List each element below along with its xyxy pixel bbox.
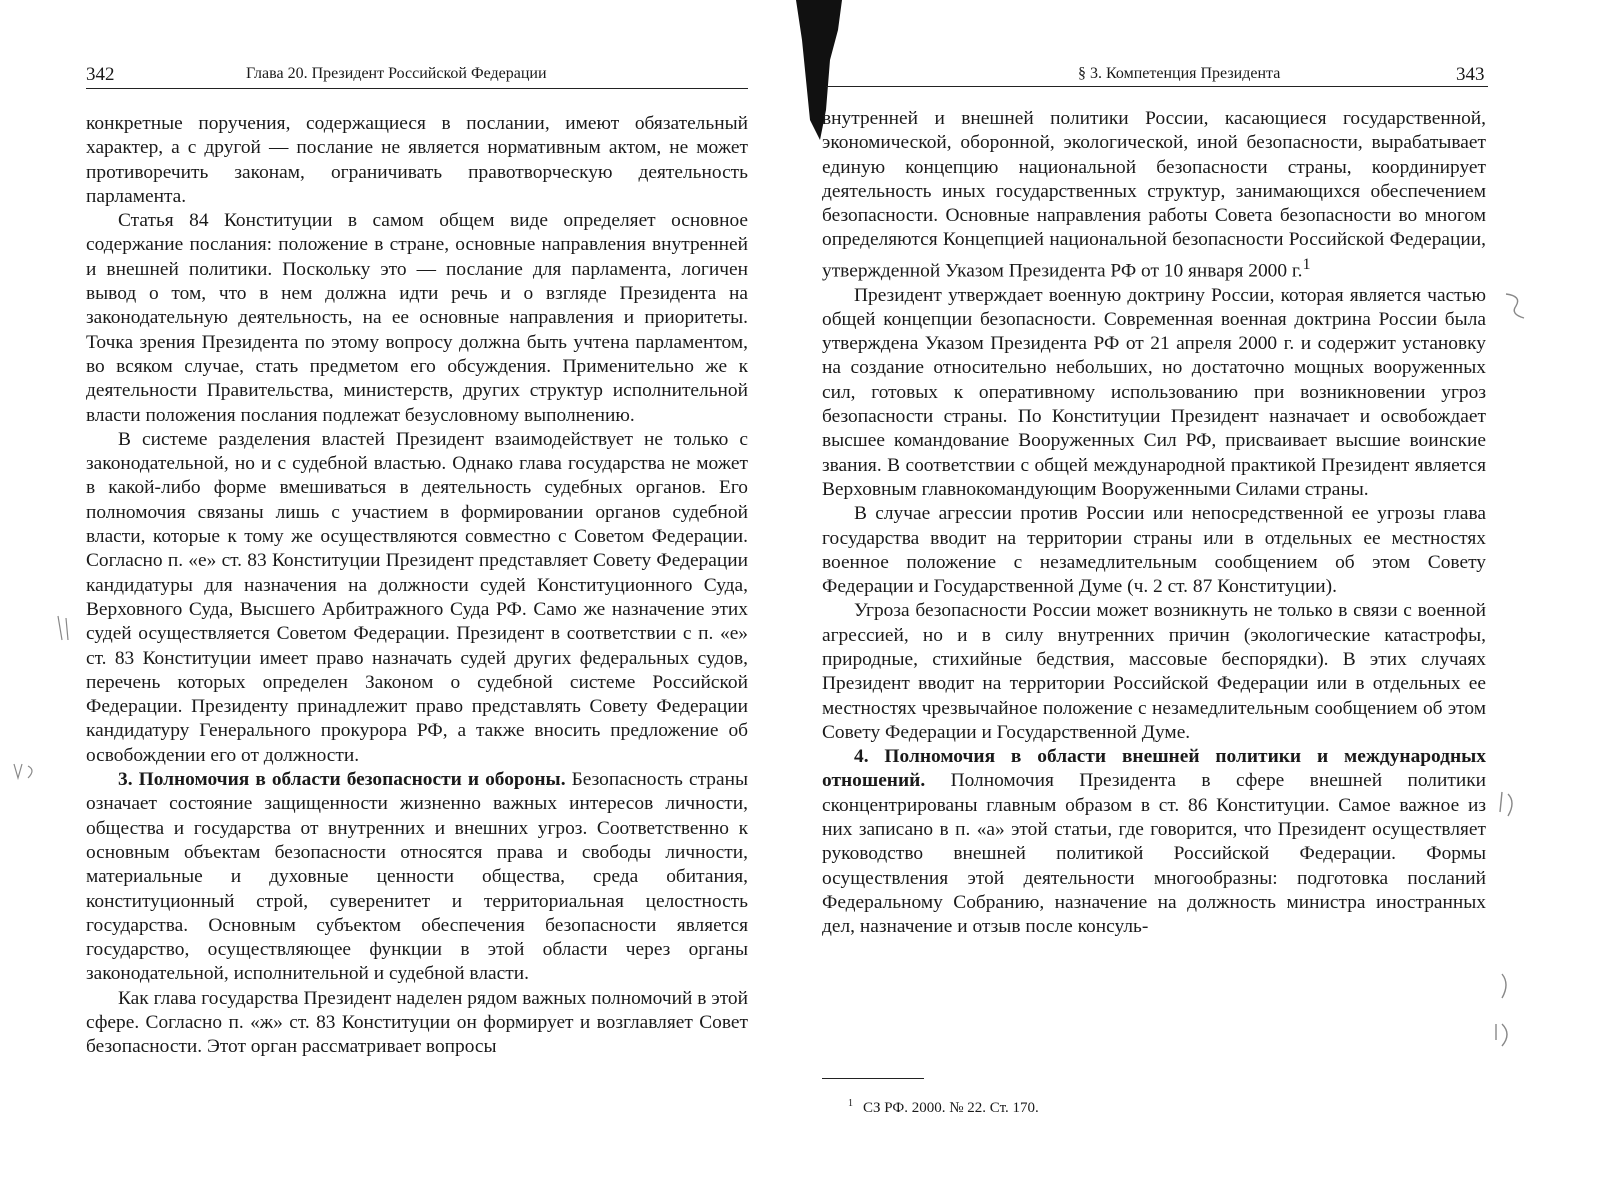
section-3-heading: 3. Полномочия в области безопасности и обороны. [118,769,566,791]
footnote-text: СЗ РФ. 2000. № 22. Ст. 170. [863,1100,1039,1116]
pencil-mark-icon [1500,290,1530,324]
page-number-right: 343 [1456,64,1485,85]
section-4-text: Полномочия Президента в сфере внешней политики сконцентрированы главным образом в ст. 86 Конституции. Самое важное из них записано в п. «а» этой статьи, где говорится, что Президент осуществляет руководство внешней политикой Российской Федерации. Формы осуществления этой деятельности многообразны: подготовка посланий Федеральному Собранию, назначение на должность министра иностранных дел, назначение и отзыв после консуль- [822,770,1486,938]
right-page [800,0,1600,1179]
paragraph [822,107,1486,284]
running-head-left: Глава 20. Президент Российской Федерации [246,65,547,82]
section-4-paragraph [822,745,1486,939]
left-body-text [86,112,748,1060]
running-head-right: § 3. Компетенция Президента [1078,65,1281,82]
header-rule-left [86,88,748,89]
paragraph: Как глава государства Президент наделен рядом важных полномочий в этой сфере. Согласно п. «ж» ст. 83 Конституции он формирует и возглавляет Совет безопасности. Этот орган рассматривает вопросы [86,987,748,1058]
footnote-ref: 1 [1302,255,1311,273]
pencil-mark-icon [1494,970,1520,1004]
right-body-text [822,107,1486,940]
paragraph: Угроза безопасности России может возникнуть не только в связи с военной агрессией, но и в силу внутренних причин (экологические катастрофы, природные, стихийные бедствия, массовые беспорядки). В этих случаях Президент вводит на территории Российской Федерации или в отдельных ее местностях чрезвычайное положение с незамедлительным сообщением об этом Совету Федерации и Государственной Думе. [822,600,1486,743]
footnote-mark: 1 [848,1098,853,1109]
section-3-paragraph [86,768,748,987]
header-rule-right [826,86,1488,87]
section-4-heading: 4. Полномочия в области внешней политики и международных отношений. [822,746,1486,792]
pencil-mark-icon [1490,1018,1520,1052]
paragraph: В случае агрессии против России или непосредственной ее угрозы глава государства вводит на территории страны или в отдельных ее местностях военное положение с незамедлительным сообщением об этом Совету Федерации и Государственной Думе (ч. 2 ст. 87 Конституции). [822,503,1486,598]
left-header [86,60,746,90]
paragraph-text: внутренней и внешней политики России, касающиеся государственной, экономической, оборонной, экологической, иной безопасности, вырабатывает единую концепцию национальной безопасности страны, координирует деятельность иных государственных структур, занимающихся обеспечением безопасности. Основные направления работы Совета безопасности во многом определяются Концепцией национальной безопасности Российской Федерации, утвержденной Указом Президента РФ от 10 января 2000 г. [822,108,1486,282]
pencil-mark-icon [10,758,40,784]
page-number-left: 342 [86,64,115,85]
pencil-mark-icon [52,612,76,646]
paragraph: конкретные поручения, содержащиеся в послании, имеют обязательный характер, а с другой — послание не является нормативным актом, не может противоречить законам, ограничивать правотворческую деятельность парламента. [86,113,748,207]
paragraph: Статья 84 Конституции в самом общем виде определяет основное содержание послания: положение в стране, основные направления внутренней и внешней политики. Поскольку это — послание для парламента, логичен вывод о том, что в нем должна идти речь и о взгляде Президента на законодательную деятельность, на ее основные направления и приоритеты. Точка зрения Президента по этому вопросу должна быть учтена парламентом, во всяком случае, стать предметом его обсуждения. Применительно же к деятельности Правительства, министерств, других структур исполнительной власти положения послания подлежат безусловному выполнению. [86,210,748,426]
paragraph: В системе разделения властей Президент взаимодействует не только с законодательной, но и с судебной властью. Однако глава государства не может в какой-либо форме вмешиваться в деятельность судебных органов. Его полномочия связаны лишь с участием в формировании органов судебной власти, которые к тому же осуществляются совместно с Советом Федерации. Согласно п. «е» ст. 83 Конституции Президент представляет Совету Федерации кандидатуры для назначения на должности судей Конституционного Суда, Верховного Суда, Высшего Арбитражного Суда РФ. Само же назначение этих судей осуществляется Советом Федерации. Президент в соответствии с п. «е» ст. 83 Конституции имеет право назначать судей других федеральных судов, перечень которых определен Законом о судебной системе Российской Федерации. Президенту принадлежит право представлять Совету Федерации кандидатуру Генерального прокурора РФ, а также вносить предложение об освобождении его от должности. [86,428,748,766]
paragraph: Президент утверждает военную доктрину России, которая является частью общей концепции безопасности. Современная военная доктрина России была утверждена Указом Президента РФ от 21 апреля 2000 г. и содержит установку на создание относительно небольших, но достаточно мощных вооруженных сил, готовых к оперативному использованию при возникновении угроз безопасности страны. По Конституции Президент назначает и освобождает высшее командование Вооруженных Сил РФ, присваивает высшие воинские звания. В соответствии с общей международной практикой Президент является Верховным главнокомандующим Вооруженными Силами страны. [822,284,1486,500]
pencil-mark-icon [1494,788,1524,822]
footnote-rule [822,1078,924,1079]
footnote [848,1098,1039,1117]
section-3-text: Безопасность страны означает состояние защищенности жизненно важных интересов личности, общества и государства от внутренних и внешних угроз. Соответственно к основным объектам безопасности относятся права и свободы личности, материальные и духовные ценности общества, среда обитания, конституционный строй, суверенитет и территориальная целостность государства. Основным субъектом обеспечения безопасности является государство, осуществляющее функции в этой области через органы законодательной, исполнительной и судебной власти. [86,769,748,985]
